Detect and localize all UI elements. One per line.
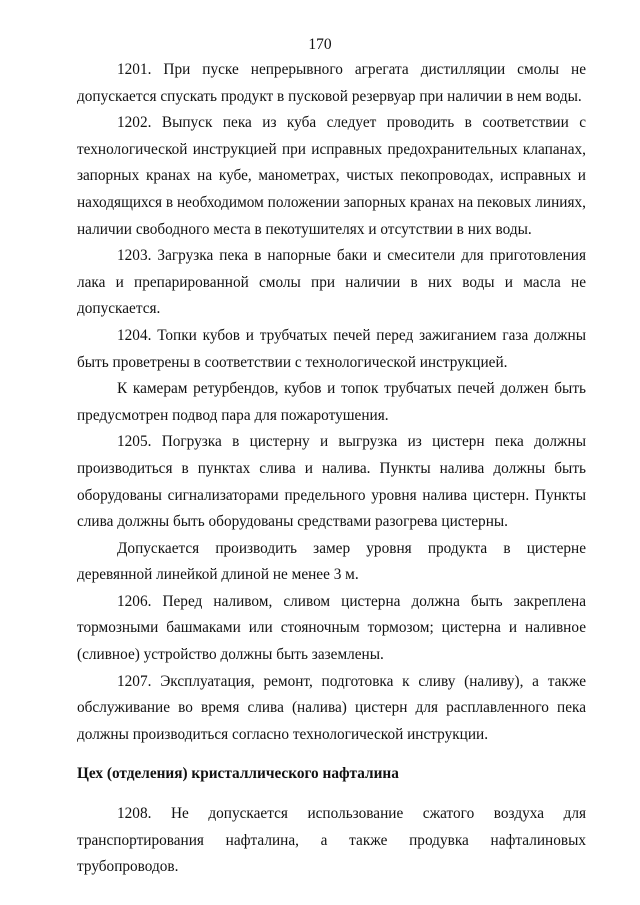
section-heading: Цех (отделения) кристаллического нафталина [77, 765, 399, 783]
paragraph-1203: 1203. Загрузка пека в напорные баки и смесители для приготовления лака и препарированной смолы при наличии в них воды и масла не допускается. [77, 247, 586, 318]
paragraph-level-measurement: Допускается производить замер уровня продукта в цистерне деревянной линейкой длиной не менее 3 м. [77, 539, 586, 584]
document-body [77, 57, 586, 881]
page-number: 170 [308, 36, 332, 53]
paragraph-1202: 1202. Выпуск пека из куба следует проводить в соответствии с технологической инструкцией при исправных предохранительных клапанах, запорных кранах на кубе, манометрах, чистых пекопроводах, исправных и находящихся в необходимом положении запорных кранах на пековых линиях, наличии свободного места в пекотушителях и отсутствии в них воды. [77, 114, 586, 238]
paragraph-steam-supply: К камерам ретурбендов, кубов и топок трубчатых печей должен быть предусмотрен подвод пара для пожаротушения. [77, 380, 586, 424]
paragraph-1204: 1204. Топки кубов и трубчатых печей перед зажиганием газа должны быть проветрены в соответствии с технологической инструкцией. [77, 326, 586, 371]
paragraph-1201: 1201. При пуске непрерывного агрегата дистилляции смолы не допускается спускать продукт в пусковой резервуар при наличии в нем воды. [77, 61, 586, 105]
paragraph-1206: 1206. Перед наливом, сливом цистерна должна быть закреплена тормозными башмаками или стояночным тормозом; цистерна и наливное (сливное) устройство должны быть заземлены. [77, 592, 586, 664]
paragraph-1207: 1207. Эксплуатация, ремонт, подготовка к сливу (наливу), а также обслуживание во время слива (налива) цистерн для расплавленного пека должны производиться согласно технологической инструкции. [77, 672, 586, 743]
paragraph-1208: 1208. Не допускается использование сжатого воздуха для транспортирования нафталина, а также продувка нафталиновых трубопроводов. [77, 805, 586, 876]
paragraph-1205: 1205. Погрузка в цистерну и выгрузка из цистерн пека должны производиться в пунктах слива и налива. Пункты налива должны быть оборудованы сигнализаторами предельного уровня налива цистерн. Пункты слива должны быть оборудованы средствами разогрева цистерны. [77, 433, 586, 531]
